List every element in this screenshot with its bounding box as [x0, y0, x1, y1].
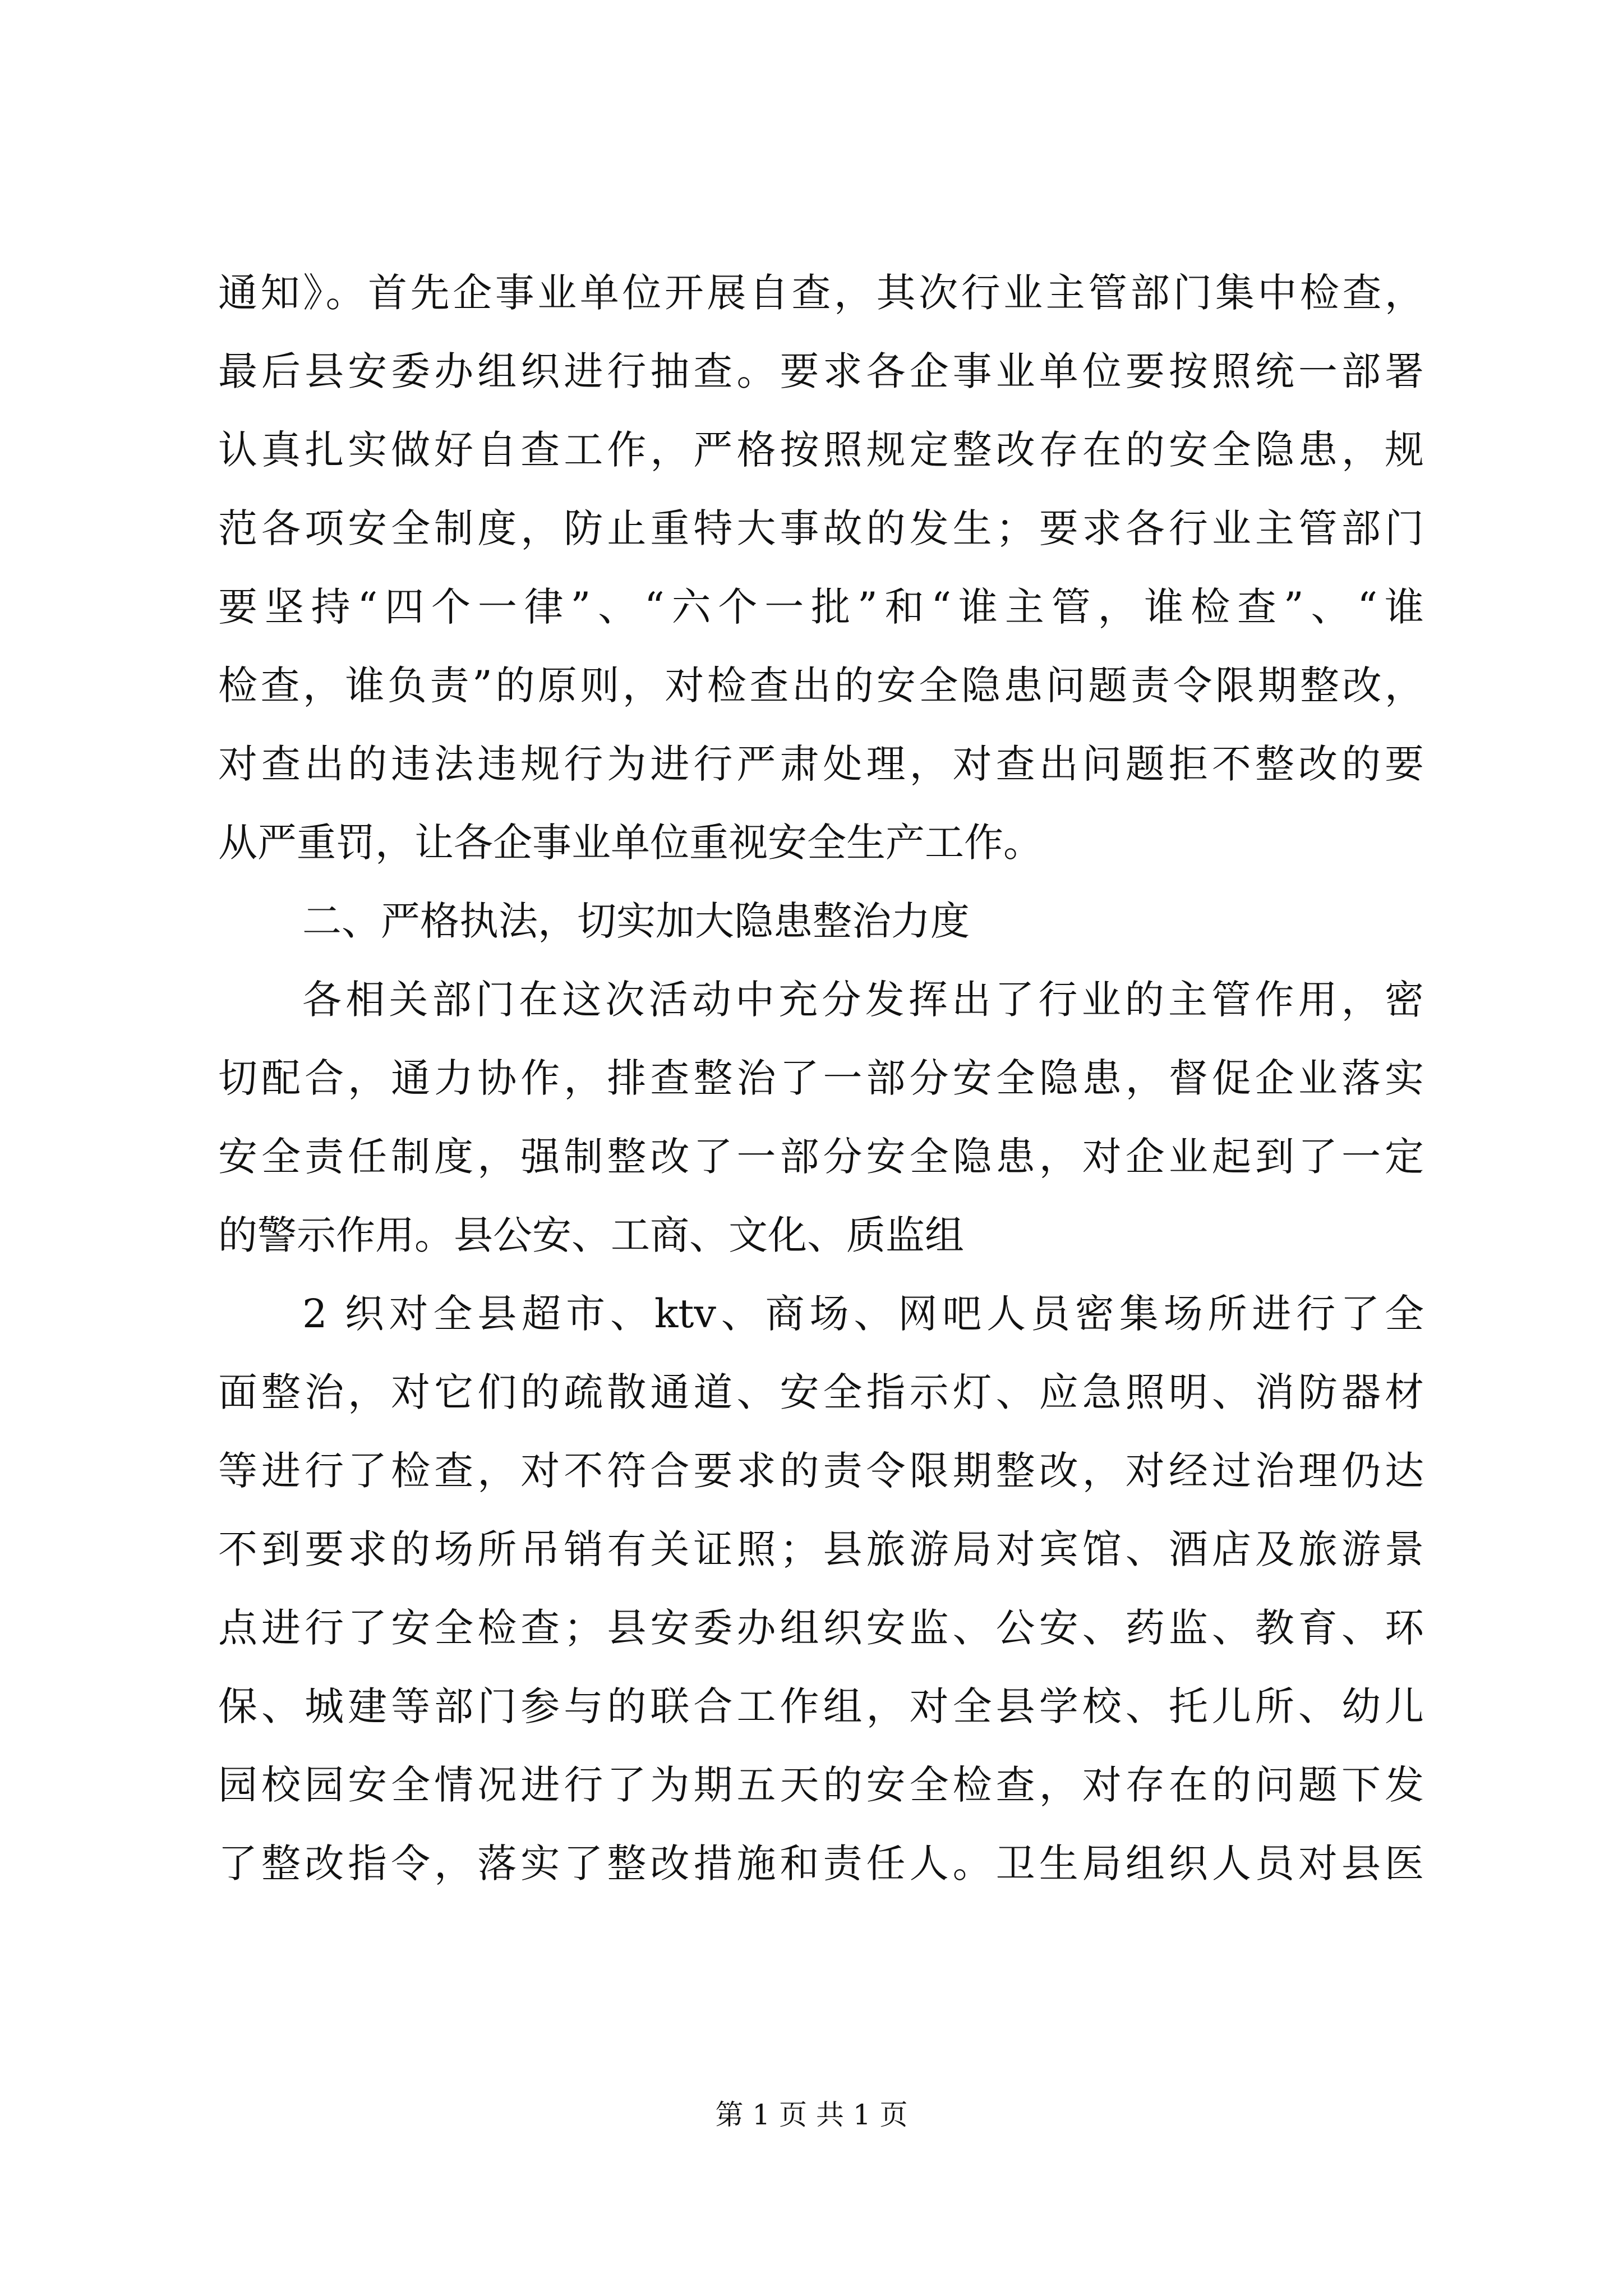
- paragraph-line: 等进行了检查，对不符合要求的责令限期整改，对经过治理仍达: [218, 1448, 1424, 1494]
- document-body: [218, 254, 1424, 1903]
- paragraph-line: 认真扎实做好自查工作，严格按照规定整改存在的安全隐患，规: [218, 427, 1424, 473]
- paragraph-line: 点进行了安全检查；县安委办组织安监、公安、药监、教育、环: [218, 1605, 1424, 1651]
- paragraph-line: 了整改指令，落实了整改措施和责任人。卫生局组织人员对县医: [218, 1841, 1424, 1887]
- paragraph-line: 各相关部门在这次活动中充分发挥出了行业的主管作用，密: [302, 977, 1424, 1023]
- paragraph-line: 范各项安全制度，防止重特大事故的发生；要求各行业主管部门: [218, 505, 1424, 551]
- paragraph-line: 的警示作用。县公安、工商、文化、质监组: [218, 1212, 964, 1258]
- paragraph-line: 不到要求的场所吊销有关证照；县旅游局对宾馆、酒店及旅游景: [218, 1526, 1424, 1572]
- paragraph-line: 2 织对全县超市、ktv、商场、网吧人员密集场所进行了全: [302, 1291, 1424, 1337]
- paragraph-line: 从严重罚，让各企事业单位重视安全生产工作。: [218, 820, 1043, 866]
- paragraph-line: 最后县安委办组织进行抽查。要求各企事业单位要按照统一部署: [218, 348, 1424, 394]
- paragraph-line: 安全责任制度，强制整改了一部分安全隐患，对企业起到了一定: [218, 1134, 1424, 1180]
- paragraph-line: 面整治，对它们的疏散通道、安全指示灯、应急照明、消防器材: [218, 1369, 1424, 1415]
- page-number-footer: 第 1 页 共 1 页: [715, 2099, 908, 2131]
- paragraph-line: 检查，谁负责”的原则，对检查出的安全隐患问题责令限期整改，: [218, 662, 1424, 708]
- section-heading: 二、严格执法，切实加大隐患整治力度: [302, 898, 970, 944]
- paragraph-line: 切配合，通力协作，排查整治了一部分安全隐患，督促企业落实: [218, 1055, 1424, 1101]
- paragraph-line: 通知》。首先企事业单位开展自查，其次行业主管部门集中检查，: [218, 270, 1424, 316]
- paragraph-line: 园校园安全情况进行了为期五天的安全检查，对存在的问题下发: [218, 1762, 1424, 1808]
- paragraph-line: 保、城建等部门参与的联合工作组，对全县学校、托儿所、幼儿: [218, 1683, 1424, 1729]
- paragraph-line: 要坚持“四个一律”、“六个一批”和“谁主管，谁检查”、“谁: [218, 584, 1424, 630]
- paragraph-line: 对查出的违法违规行为进行严肃处理，对查出问题拒不整改的要: [218, 741, 1424, 787]
